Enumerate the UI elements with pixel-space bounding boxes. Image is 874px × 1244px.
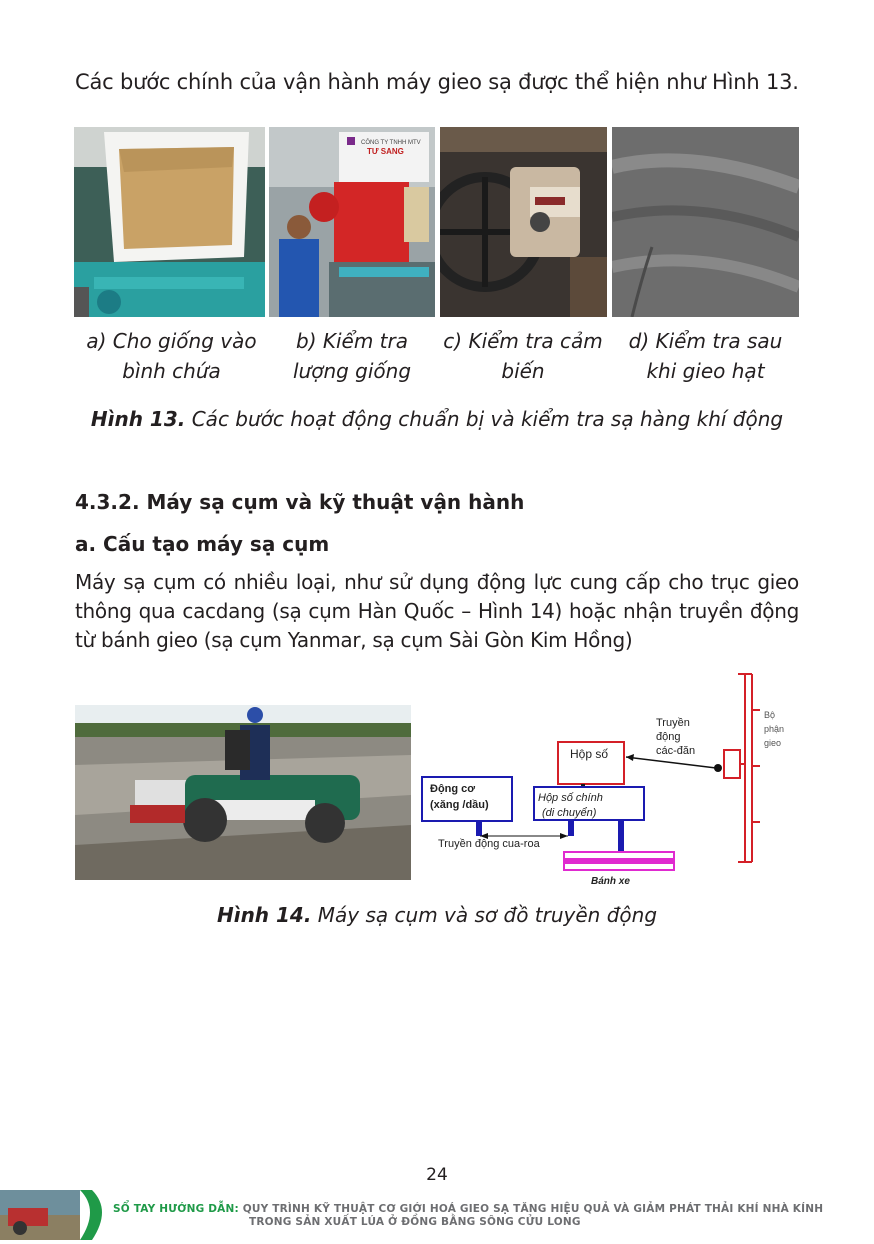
seeder-label-3: gieo	[764, 738, 782, 748]
photo-after-seeding	[612, 127, 799, 317]
seeder-label-1: Bộ	[764, 710, 776, 720]
seeder-label-2: phận	[764, 724, 785, 734]
main-gearbox-sub: (di chuyển)	[542, 807, 597, 819]
belt-label: Truyền động cua-roa	[438, 838, 540, 850]
cardan-label-2: động	[656, 731, 681, 743]
cardan-label-3: các-đăn	[656, 745, 696, 757]
footer-text: SỔ TAY HƯỚNG DẪN: QUY TRÌNH KỸ THUẬT CƠ GIỚI HOÁ GIEO SẠ TĂNG HIỆU QUẢ VÀ GIẢM PHÁT THẢI KHÍ NHÀ KÍNH TRONG SẢN XUẤT LÚA Ở ĐỒNG BẰNG SÔNG CỬU LONG	[113, 1203, 824, 1228]
gearbox-label: Hộp số	[570, 747, 609, 761]
engine-sub: (xăng /dầu)	[430, 799, 489, 811]
body-paragraph: Máy sạ cụm có nhiều loại, như sử dụng động lực cung cấp cho trục gieo thông qua cacdang (sạ cụm Hàn Quốc – Hình 14) hoặc nhận truyền động từ bánh gieo (sạ cụm Yanmar, sạ cụm Sài Gòn Kim Hồng)	[75, 570, 799, 652]
engine-label: Động cơ	[430, 783, 476, 795]
sign-brand-text: TƯ SANG	[367, 147, 404, 156]
transmission-diagram	[418, 670, 800, 890]
caption-d: d) Kiểm tra sau khi gieo hạt	[628, 329, 783, 383]
subsection-heading: a. Cấu tạo máy sạ cụm	[75, 532, 330, 556]
wheels-label: Bánh xe	[591, 876, 630, 887]
photo-seed-hopper	[74, 127, 265, 317]
sign-company-text: CÔNG TY TNHH MTV	[361, 140, 421, 146]
figure14-caption: Hình 14. Máy sạ cụm và sơ đồ truyền động	[216, 903, 658, 927]
intro-text: Các bước chính của vận hành máy gieo sạ được thể hiện như Hình 13.	[75, 70, 799, 94]
caption-b: b) Kiểm tra lượng giống	[292, 329, 412, 383]
photo-seed-check	[269, 127, 435, 317]
photo-sensor-check	[440, 127, 607, 317]
figure13-caption: Hình 13. Các bước hoạt động chuẩn bị và kiểm tra sạ hàng khí động	[90, 407, 784, 431]
cardan-label-1: Truyền	[656, 717, 690, 729]
page-number: 24	[426, 1165, 448, 1185]
main-gearbox-label: Hộp số chính	[538, 792, 603, 804]
photo-cluster-seeder	[75, 705, 411, 880]
caption-c: c) Kiểm tra cảm biến	[443, 329, 603, 383]
section-heading: 4.3.2. Máy sạ cụm và kỹ thuật vận hành	[75, 490, 525, 514]
caption-a: a) Cho giống vào bình chứa	[86, 329, 257, 383]
